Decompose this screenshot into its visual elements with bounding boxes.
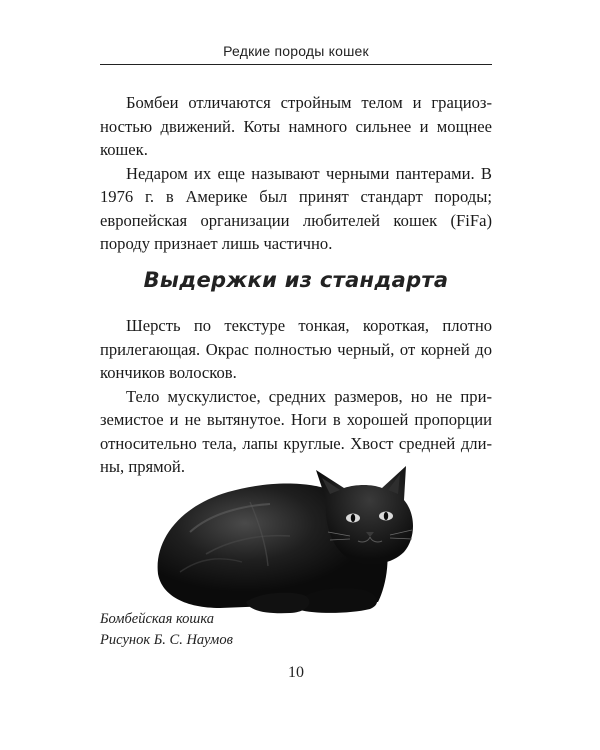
intro-text (100, 91, 492, 256)
caption-title: Бомбейская кошка (100, 611, 215, 627)
running-header: Редкие породы кошек (223, 43, 369, 59)
paragraph: Тело мускулистое, средних размеров, но не приземистое и не вытянутое. Ноги в хорошей пропорции относительно тела, лапы круглые. Хвост средней длины, прямой. (100, 386, 492, 476)
figure-caption (100, 609, 233, 651)
page-number: 10 (288, 664, 304, 681)
cat-illustration (150, 462, 450, 614)
caption-credit: Рисунок Б. С. Наумов (100, 632, 233, 648)
header-rule (100, 64, 492, 65)
section-heading: Выдержки из стандарта (143, 268, 449, 292)
paragraph: Бомбеи отличаются стройным телом и грациозностью движений. Коты намного сильнее и мощнее кошек. (100, 93, 492, 159)
paragraph: Шерсть по текстуре тонкая, короткая, плотно прилегающая. Окрас полностью черный, от корней до кончиков волосков. (100, 316, 492, 382)
section-text (100, 314, 492, 479)
paragraph: Недаром их еще называют черными пантерами. В 1976 г. в Америке был принят стандарт породы; европейская организации любителей кошек (FiFa) породу признает лишь частично. (100, 163, 492, 253)
